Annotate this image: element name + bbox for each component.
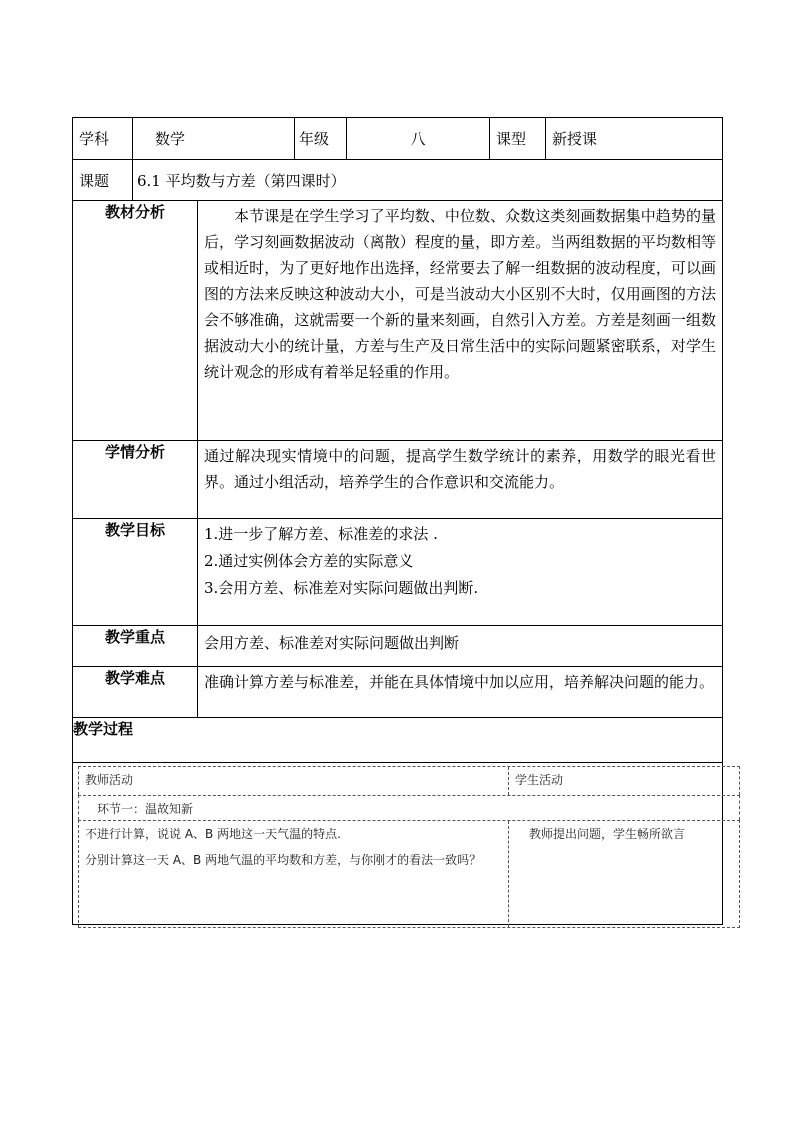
type-value: 新授课: [546, 118, 723, 160]
subject-label: 学科: [73, 118, 133, 160]
grade-label: 年级: [295, 118, 347, 160]
students-label: 学情分析: [73, 441, 198, 519]
key-point-cell: [198, 626, 723, 667]
difficulty-label: 教学难点: [73, 667, 198, 718]
student-activity-header: 学生活动: [515, 773, 564, 787]
key-point-row: [73, 626, 723, 667]
topic-value: 6.1 平均数与方差（第四课时）: [133, 160, 723, 201]
type-label: 课型: [490, 118, 546, 160]
goals-label: 教学目标: [73, 519, 198, 626]
goal-item: 3.会用方差、标准差对实际问题做出判断.: [204, 579, 479, 597]
teacher-activity-header: 教师活动: [79, 767, 509, 795]
students-cell: [198, 441, 723, 519]
goal-item: 1.进一步了解方差、标准差的求法 .: [204, 525, 438, 543]
teacher-question-2: 分别计算这一天 A、B 两地气温的平均数和方差，与你刚才的看法一致吗？: [85, 853, 482, 867]
activity-table: [78, 766, 740, 928]
section-row: [78, 795, 740, 820]
student-activity-text: 教师提出问题，学生畅所欲言: [529, 827, 686, 841]
students-row: [73, 441, 723, 519]
goals-cell: [198, 519, 723, 626]
student-activity-cell: [509, 821, 739, 927]
material-row: [73, 201, 723, 441]
key-point-label: 教学重点: [73, 626, 198, 667]
subject-value: 数学: [133, 118, 295, 160]
activity-header-row: [78, 766, 740, 795]
teacher-question-1: 不进行计算，说说 A、B 两地这一天气温的特点.: [85, 827, 341, 841]
material-text: 本节课是在学生学习了平均数、中位数、众数这类刻画数据集中趋势的量后，学习刻画数据波动（离散）程度的量，即方差。当两组数据的平均数相等或相近时，为了更好地作出选择，经常要去了解一组数据的波动程度，可以画图的方法来反映这种波动大小，可是当波动大小区别不大时，仅用画图的方法会不够准确，这就需要一个新的量来刻画，自然引入方差。方差是刻画一组数据波动大小的统计量，方差与生产及日常生活中的实际问题紧密联系，对学生统计观念的形成有着举足轻重的作用。: [204, 207, 717, 381]
process-title-row: [73, 718, 723, 763]
goal-item: 2.通过实例体会方差的实际意义: [204, 552, 414, 570]
teacher-activity-cell: [79, 821, 509, 927]
goals-row: [73, 519, 723, 626]
difficulty-text: 准确计算方差与标准差，并能在具体情境中加以应用，培养解决问题的能力。: [204, 673, 715, 691]
topic-label: 课题: [73, 160, 133, 201]
grade-value: 八: [347, 118, 490, 160]
difficulty-row: [73, 667, 723, 718]
section-one-title: 环节一：温故知新: [97, 802, 194, 816]
activity-content-row: [78, 820, 740, 928]
students-text: 通过解决现实情境中的问题，提高学生数学统计的素养，用数学的眼光看世界。通过小组活动，培养学生的合作意识和交流能力。: [204, 447, 717, 491]
difficulty-cell: [198, 667, 723, 718]
material-cell: [198, 201, 723, 441]
header-row: [73, 118, 723, 160]
process-title: 教学过程: [73, 718, 723, 763]
topic-row: [73, 160, 723, 201]
key-point-text: 会用方差、标准差对实际问题做出判断: [204, 634, 460, 652]
material-label: 教材分析: [73, 201, 198, 441]
